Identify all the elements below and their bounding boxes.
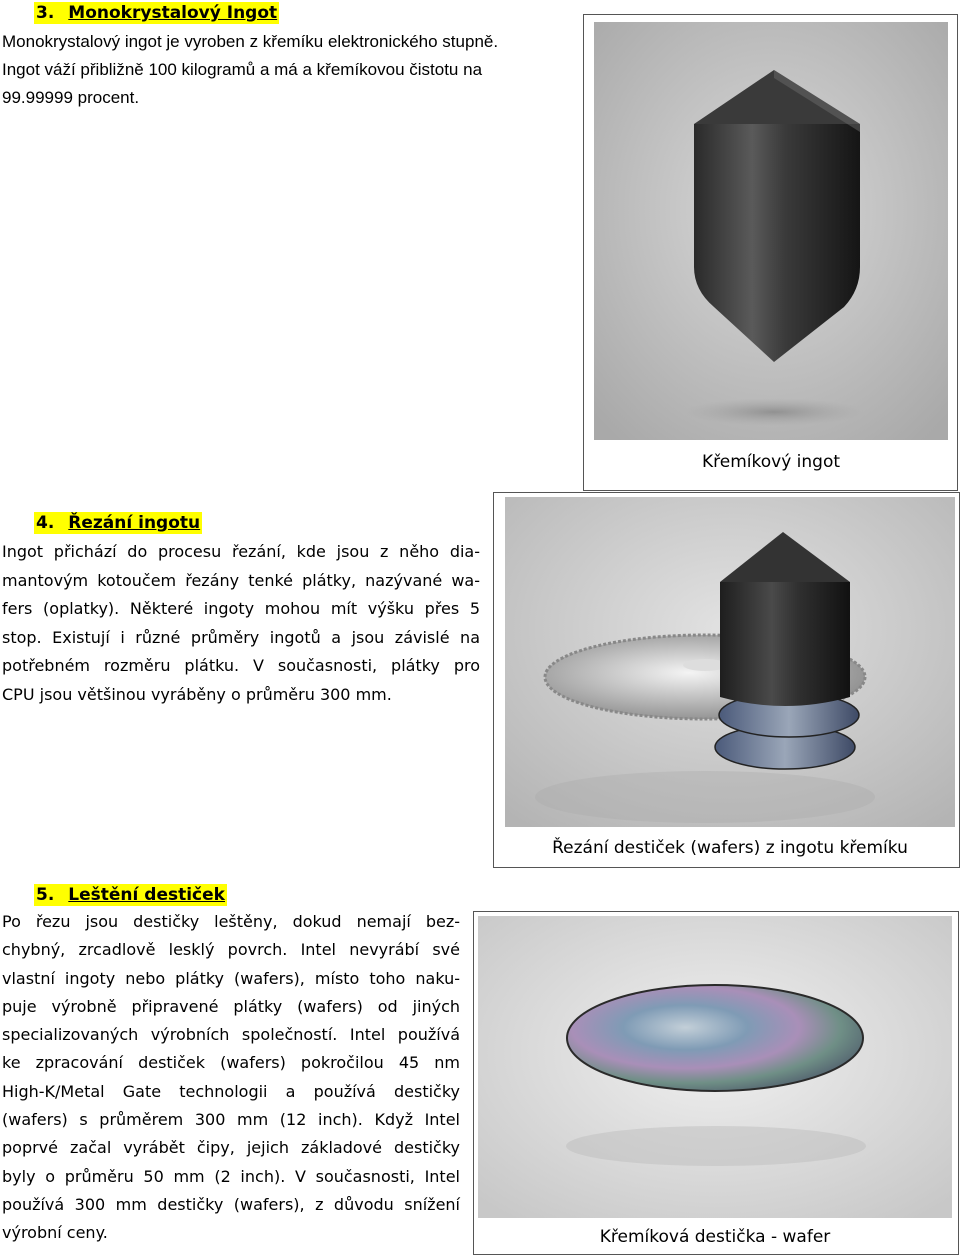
wafer-cutting-image: [505, 497, 955, 827]
paragraph-line: poprvé začal vyrábět čipy, jejich základové destičky: [2, 1138, 460, 1158]
paragraph-line: Ingot přichází do procesu řezání, kde jsou z něho dia-: [2, 542, 480, 561]
paragraph-line: ke zpracování destiček (wafers) pokročilou 45 nm: [2, 1053, 460, 1073]
section-title: Monokrystalový Ingot: [68, 3, 278, 23]
paragraph-line: výrobní ceny.: [2, 1223, 108, 1243]
paragraph-line: CPU jsou většinou vyráběny o průměru 300 mm.: [2, 684, 392, 704]
silicon-wafer-image: [478, 916, 952, 1218]
section-4-paragraph: [2, 538, 480, 709]
paragraph-line: potřebném rozměru plátku. V současnosti, plátky pro: [2, 656, 480, 675]
section-title: Řezání ingotu: [68, 513, 201, 533]
paragraph-line: Ingot váží přibližně 100 kilogramů a má a křemíkovou čistotu na: [2, 60, 483, 79]
paragraph-line: High-K/Metal Gate technologii a používá destičky: [2, 1081, 460, 1101]
paragraph-line: Monokrystalový ingot je vyroben z křemíku elektronického stupně.: [2, 32, 499, 51]
silicon-ingot-image: [594, 22, 948, 440]
section-number: 5.: [36, 885, 55, 905]
section-number: 3.: [36, 3, 55, 23]
section-3-heading: [34, 2, 279, 24]
section-5-heading: [34, 884, 227, 906]
paragraph-line: mantovým kotoučem řezány tenké plátky, nazývané wa-: [2, 570, 480, 590]
paragraph-line: 99.99999 procent.: [2, 88, 140, 107]
paragraph-line: Po řezu jsou destičky leštěny, dokud nemají bez-: [2, 912, 460, 931]
paragraph-line: používá 300 mm destičky (wafers), z důvodu snížení: [2, 1194, 460, 1214]
section-4-heading: [34, 512, 202, 534]
paragraph-line: vlastní ingoty nebo plátky (wafers), místo toho naku-: [2, 968, 460, 988]
paragraph-line: specializovaných výrobních společností. Intel používá: [2, 1025, 460, 1045]
cutting-caption: Řezání destiček (wafers) z ingotu křemíku: [552, 838, 908, 858]
section-3-paragraph: [2, 28, 572, 112]
section-number: 4.: [36, 513, 55, 533]
paragraph-line: puje výrobně připravené plátky (wafers) od jiných: [2, 996, 460, 1016]
section-title: Leštění destiček: [68, 885, 225, 905]
paragraph-line: fers (oplatky). Některé ingoty mohou mít výšku přes 5: [2, 599, 480, 618]
paragraph-line: chybný, zrcadlově lesklý povrch. Intel nevyrábí své: [2, 940, 460, 960]
paragraph-line: byly o průměru 50 mm (2 inch). V současnosti, Intel: [2, 1166, 460, 1186]
paragraph-line: (wafers) s průměrem 300 mm (12 inch). Když Intel: [2, 1110, 460, 1130]
section-5-paragraph: [2, 908, 460, 1248]
ingot-caption: Křemíkový ingot: [701, 452, 841, 472]
paragraph-line: stop. Existují i různé průměry ingotů a jsou závislé na: [2, 627, 480, 647]
wafer-caption: Křemíková destička - wafer: [599, 1227, 831, 1247]
